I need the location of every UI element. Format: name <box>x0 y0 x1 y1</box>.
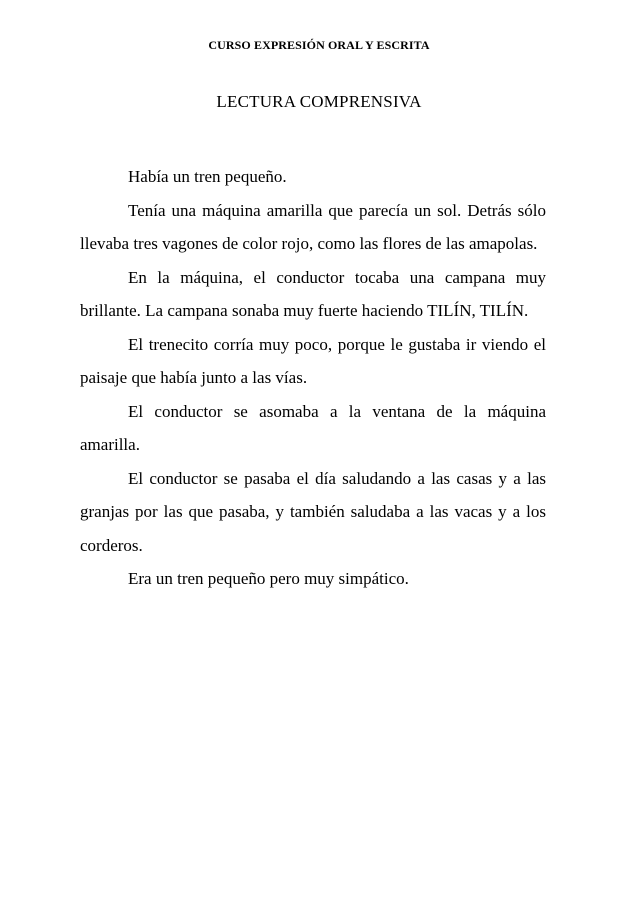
page-title: LECTURA COMPRENSIVA <box>216 92 422 111</box>
paragraph: Había un tren pequeño. <box>128 167 287 186</box>
paragraph: En la máquina, el conductor tocaba una campana muy brillante. La campana sonaba muy fuerte haciendo TILÍN, TILÍN. <box>80 267 546 320</box>
paragraph: Era un tren pequeño pero muy simpático. <box>128 569 409 588</box>
page-header: CURSO EXPRESIÓN ORAL Y ESCRITA <box>208 38 430 52</box>
reading-text <box>80 160 546 596</box>
paragraph: Tenía una máquina amarilla que parecía un sol. Detrás sólo llevaba tres vagones de color rojo, como las flores de las amapolas. <box>80 200 546 253</box>
paragraph: El trenecito corría muy poco, porque le gustaba ir viendo el paisaje que había junto a las vías. <box>80 334 546 387</box>
paragraph: El conductor se asomaba a la ventana de la máquina amarilla. <box>80 401 546 454</box>
paragraph: El conductor se pasaba el día saludando a las casas y a las granjas por las que pasaba, y también saludaba a las vacas y a los corderos. <box>80 468 546 555</box>
